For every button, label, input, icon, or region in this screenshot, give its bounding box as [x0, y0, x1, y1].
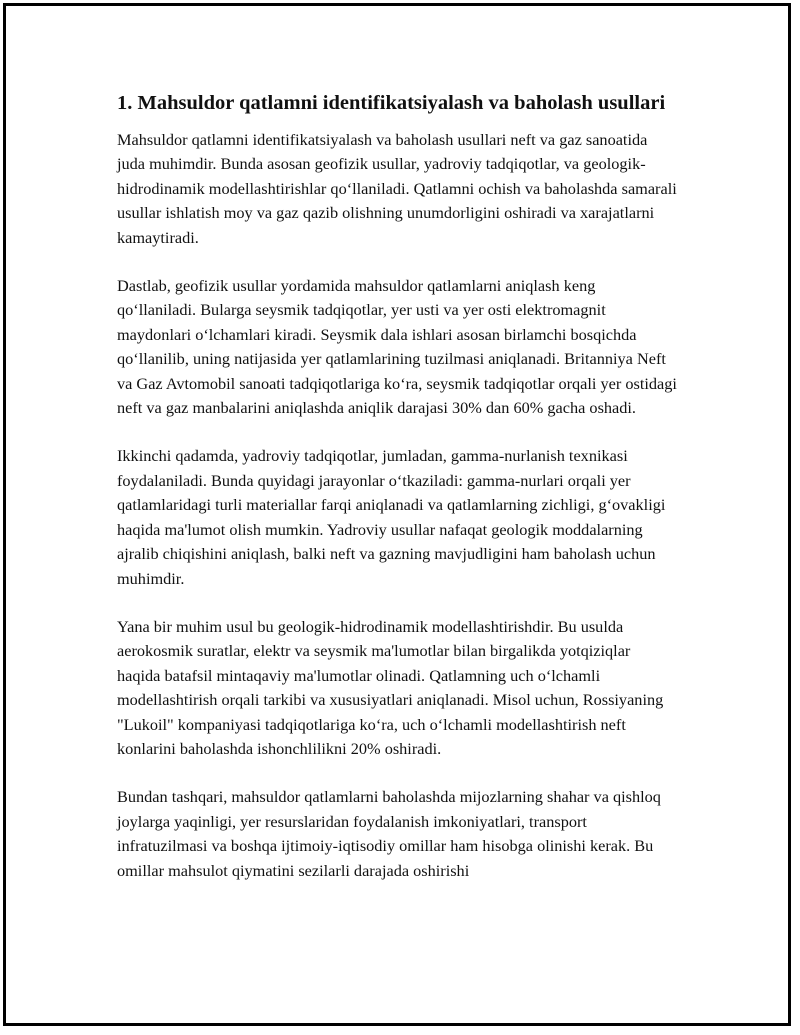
section-heading: 1. Mahsuldor qatlamni identifikatsiyalash va baholash usullari	[117, 92, 666, 114]
document-body	[117, 90, 677, 907]
paragraph-geophysical-methods: Dastlab, geofizik usullar yordamida mahsuldor qatlamlarni aniqlash keng qo‘llaniladi. Bularga seysmik tadqiqotlar, yer usti va yer osti elektromagnit maydonlari o‘lchamlari kiradi. Seysmik dala ishlari asosan birlamchi bosqichda qo‘llanilib, uning natijasida yer qatlamlarining tuzilmasi aniqlanadi. Britanniya Neft va Gaz Avtomobil sanoati tadqiqotlariga ko‘ra, seysmik tadqiqotlar orqali yer ostidagi neft va gaz manbalarini aniqlashda aniqlik darajasi 30% dan 60% gacha oshadi.	[117, 276, 677, 418]
paragraph-nuclear-methods: Ikkinchi qadamda, yadroviy tadqiqotlar, jumladan, gamma-nurlanish texnikasi foydalaniladi. Bunda quyidagi jarayonlar o‘tkaziladi: gamma-nurlari orqali yer qatlamlaridagi turli materiallar farqi aniqlanadi va qatlamlarning zichligi, g‘ovakligi haqida ma'lumot olish mumkin. Yadroviy usullar nafaqat geologik moddalarning ajralib chiqishini aniqlash, balki neft va gazning mavjudligini ham baholash uchun muhimdir.	[117, 446, 666, 588]
paragraph-intro: Mahsuldor qatlamni identifikatsiyalash va baholash usullari neft va gaz sanoatida juda muhimdir. Bunda asosan geofizik usullar, yadroviy tadqiqotlar, va geologik-hidrodinamik modellashtirishlar qo‘llaniladi. Qatlamni ochish va baholashda samarali usullar ishlatish moy va gaz qazib olishning unumdorligini oshiradi va xarajatlarni kamaytiradi.	[117, 130, 677, 247]
paragraph-socioeconomic-factors: Bundan tashqari, mahsuldor qatlamlarni baholashda mijozlarning shahar va qishloq joylarga yaqinligi, yer resurslaridan foydalanish imkoniyatlari, transport infratuzilmasi va boshqa ijtimoiy-iqtisodiy omillar ham hisobga olinishi kerak. Bu omillar mahsulot qiymatini sezilarli darajada oshirishi	[117, 787, 661, 880]
paragraph-hydrodynamic-modeling: Yana bir muhim usul bu geologik-hidrodinamik modellashtirishdir. Bu usulda aerokosmik suratlar, elektr va seysmik ma'lumotlar bilan birgalikda yotqiziqlar haqida batafsil mintaqaviy ma'lumotlar olinadi. Qatlamning uch o‘lchamli modellashtirish orqali tarkibi va xususiyatlari aniqlanadi. Misol uchun, Rossiyaning "Lukoil" kompaniyasi tadqiqotlariga ko‘ra, uch o‘lchamli modellashtirish neft konlarini baholashda ishonchlilikni 20% oshiradi.	[117, 616, 664, 758]
